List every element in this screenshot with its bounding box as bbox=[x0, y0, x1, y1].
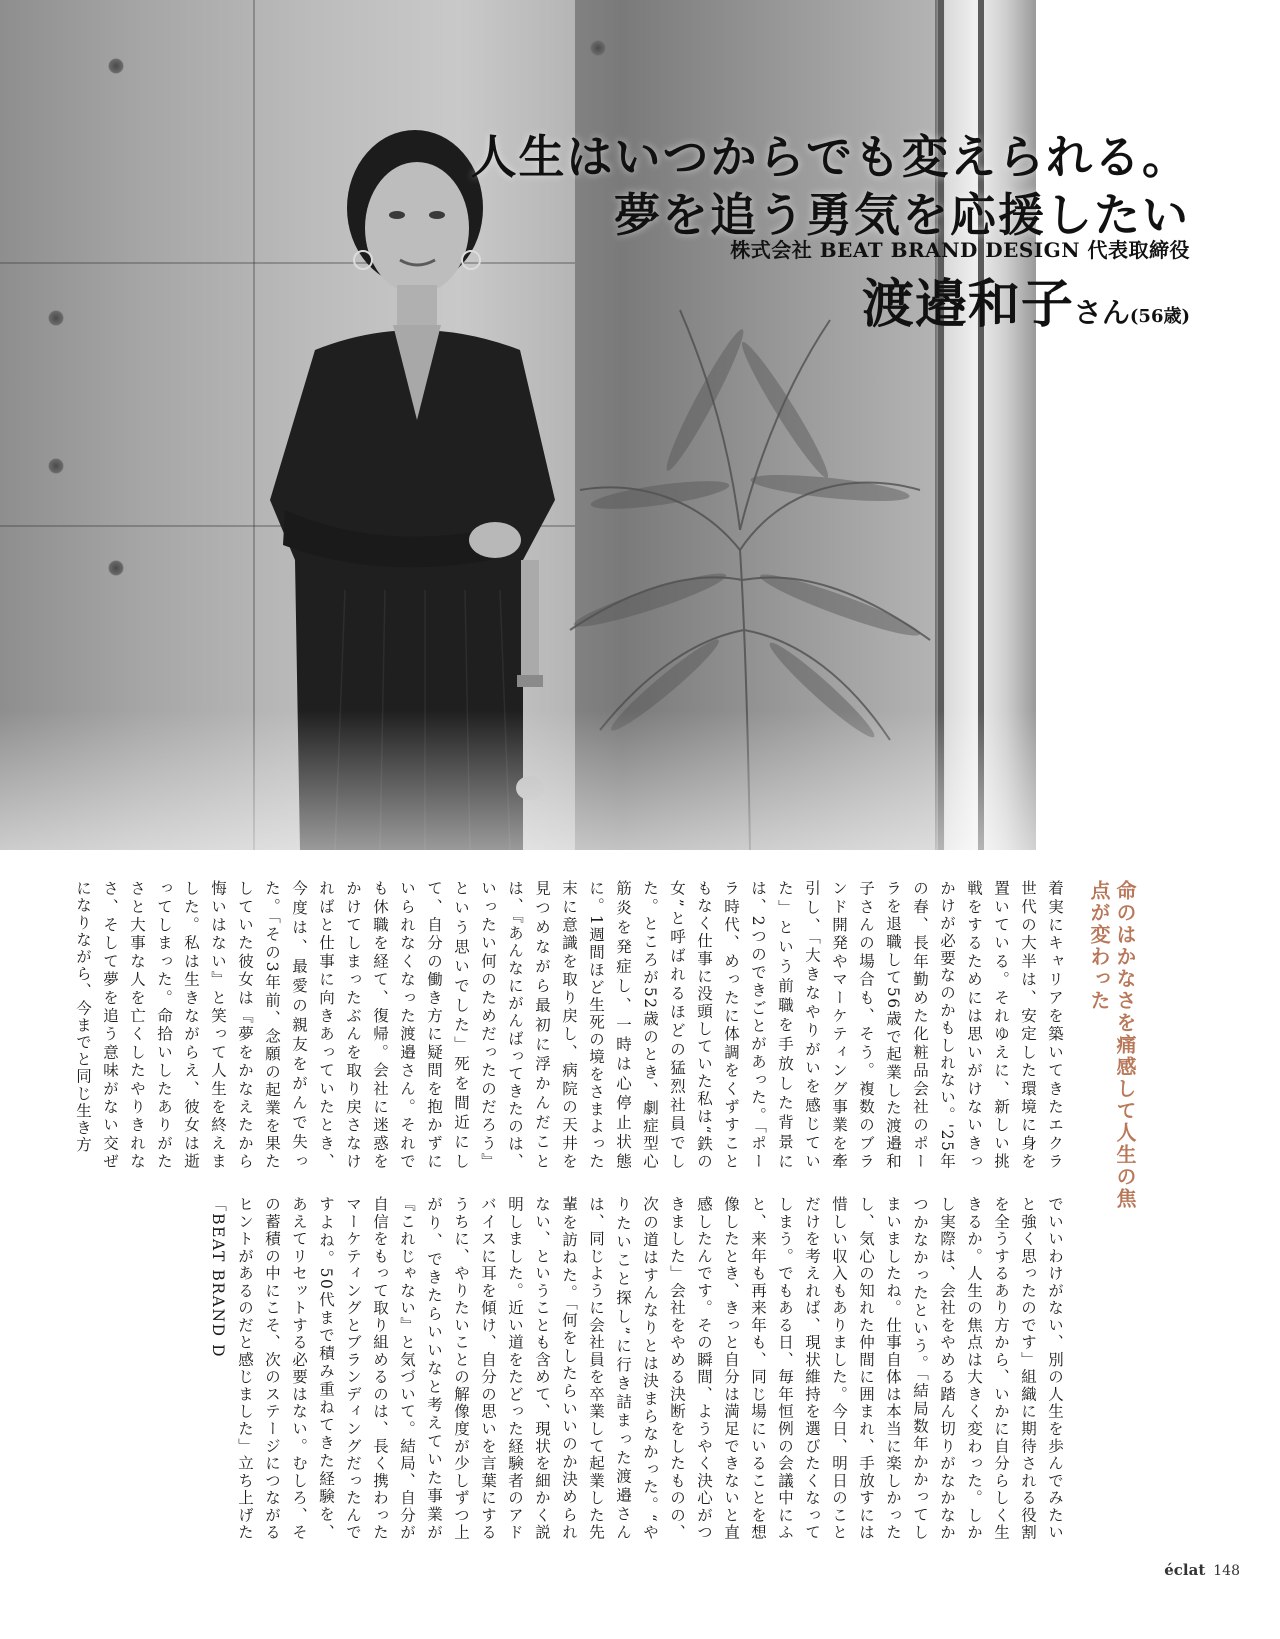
person-honorific: さん bbox=[1073, 296, 1130, 329]
wall-bolt bbox=[108, 58, 124, 74]
page-footer bbox=[1164, 1561, 1240, 1579]
wall-bolt bbox=[590, 40, 606, 56]
person-name: 渡邉和子 bbox=[861, 274, 1074, 335]
headline bbox=[470, 128, 1190, 244]
magazine-logo: éclat bbox=[1164, 1561, 1206, 1579]
company-title: 株式会社 BEAT BRAND DESIGN 代表取締役 bbox=[730, 238, 1190, 262]
photo-bottom-fade bbox=[0, 710, 1036, 850]
wall-bolt bbox=[108, 560, 124, 576]
wall-bolt bbox=[48, 310, 64, 326]
wall-bolt bbox=[48, 458, 64, 474]
headline-line-1: 人生はいつからでも変えられる。 bbox=[470, 130, 1190, 184]
body-text-lower: でいいわけがない、別の人生を歩んでみたいと強く思ったのです」組織に期待される役割を全うするあり方から、いかに自分らしく生きるか。人生の焦点は大きく変わった。しかし実際は、会社をやめる踏ん切りがなかなかつかなかったという。「結局数年かかってしまいましたね。仕事自体は本当に楽しかったし、気心の知れた仲間に囲まれ、手放すには惜しい収入もありました。今日、明日のことだけを考えれば、現状維持を選びたくなってしまう。でもある日、毎年恒例の会議中にふと、来年も再来年も、同じ場にいることを想像したとき、きっと自分は満足できないと直感したんです。その瞬間、ようやく決心がつきました」会社をやめる決断をしたものの、次の道はすんなりとは決まらなかった。“やりたいこと探し”に行き詰まった渡邉さんは、同じように会社員を卒業して起業した先輩を訪ねた。「何をしたらいいのか決められない、ということも含めて、現状を細かく説明しました。近い道をたどった経験者のアドバイスに耳を傾け、自分の思いを言葉にするうちに、やりたいことの解像度が少しずつ上がり、できたらいいなと考えていた事業が『これじゃない』と気づいて。結局、自分が自信をもって取り組めるのは、長く携わったマーケティングとブランディングだったんですよね。50代まで積み重ねてきた経験を、あえてリセットする必要はない。むしろ、その蓄積の中にこそ、次のステージにつながるヒントがあるのだと感じました」立ち上げた「BEAT BRAND D bbox=[209, 1196, 1064, 1541]
page-number: 148 bbox=[1213, 1563, 1240, 1579]
person-name-block bbox=[862, 262, 1190, 337]
person-age: (56歳) bbox=[1129, 306, 1190, 327]
section-subheading: 命のはかなさを痛感して人生の焦点が変わった bbox=[1087, 880, 1137, 1210]
body-text-upper: 着実にキャリアを築いてきたエクラ世代の大半は、安定した環境に身を置いている。それゆえに、新しい挑戦をするためには思いがけないきっかけが必要なのかもしれない。'25年の春、長年勤めた化粧品会社のポーラを退職して56歳で起業した渡邉和子さんの場合も、そう。複数のブランド開発やマーケティング事業を牽引し、「大きなやりがいを感じていた」という前職を手放した背景には、2つのできごとがあった。「ポーラ時代、めったに体調をくずすこともなく仕事に没頭していた私は“鉄の女”と呼ばれるほどの猛烈社員でした。ところが52歳のとき、劇症型心筋炎を発症し、一時は心停止状態に。1週間ほど生死の境をさまよった末に意識を取り戻し、病院の天井を見つめながら最初に浮かんだことは、『あんなにがんばってきたのは、いったい何のためだったのだろう』という思いでした」死を間近にして、自分の働き方に疑問を抱かずにいられなくなった渡邉さん。それでも休職を経て、復帰。会社に迷惑をかけてしまったぶんを取り戻さなければと仕事に向きあっていたとき、今度は、最愛の親友をがんで失った。「その3年前、念願の起業を果たしていた彼女は『夢をかなえたから悔いはない』と笑って人生を終えました。私は生きながらえ、彼女は逝ってしまった。命拾いしたありがたさと大事な人を亡くしたやりきれなさ、そして夢を追う意味がない交ぜになりながら、今までと同じ生き方 bbox=[74, 880, 1064, 1170]
headline-line-2: 夢を追う勇気を応援したい bbox=[614, 188, 1190, 242]
